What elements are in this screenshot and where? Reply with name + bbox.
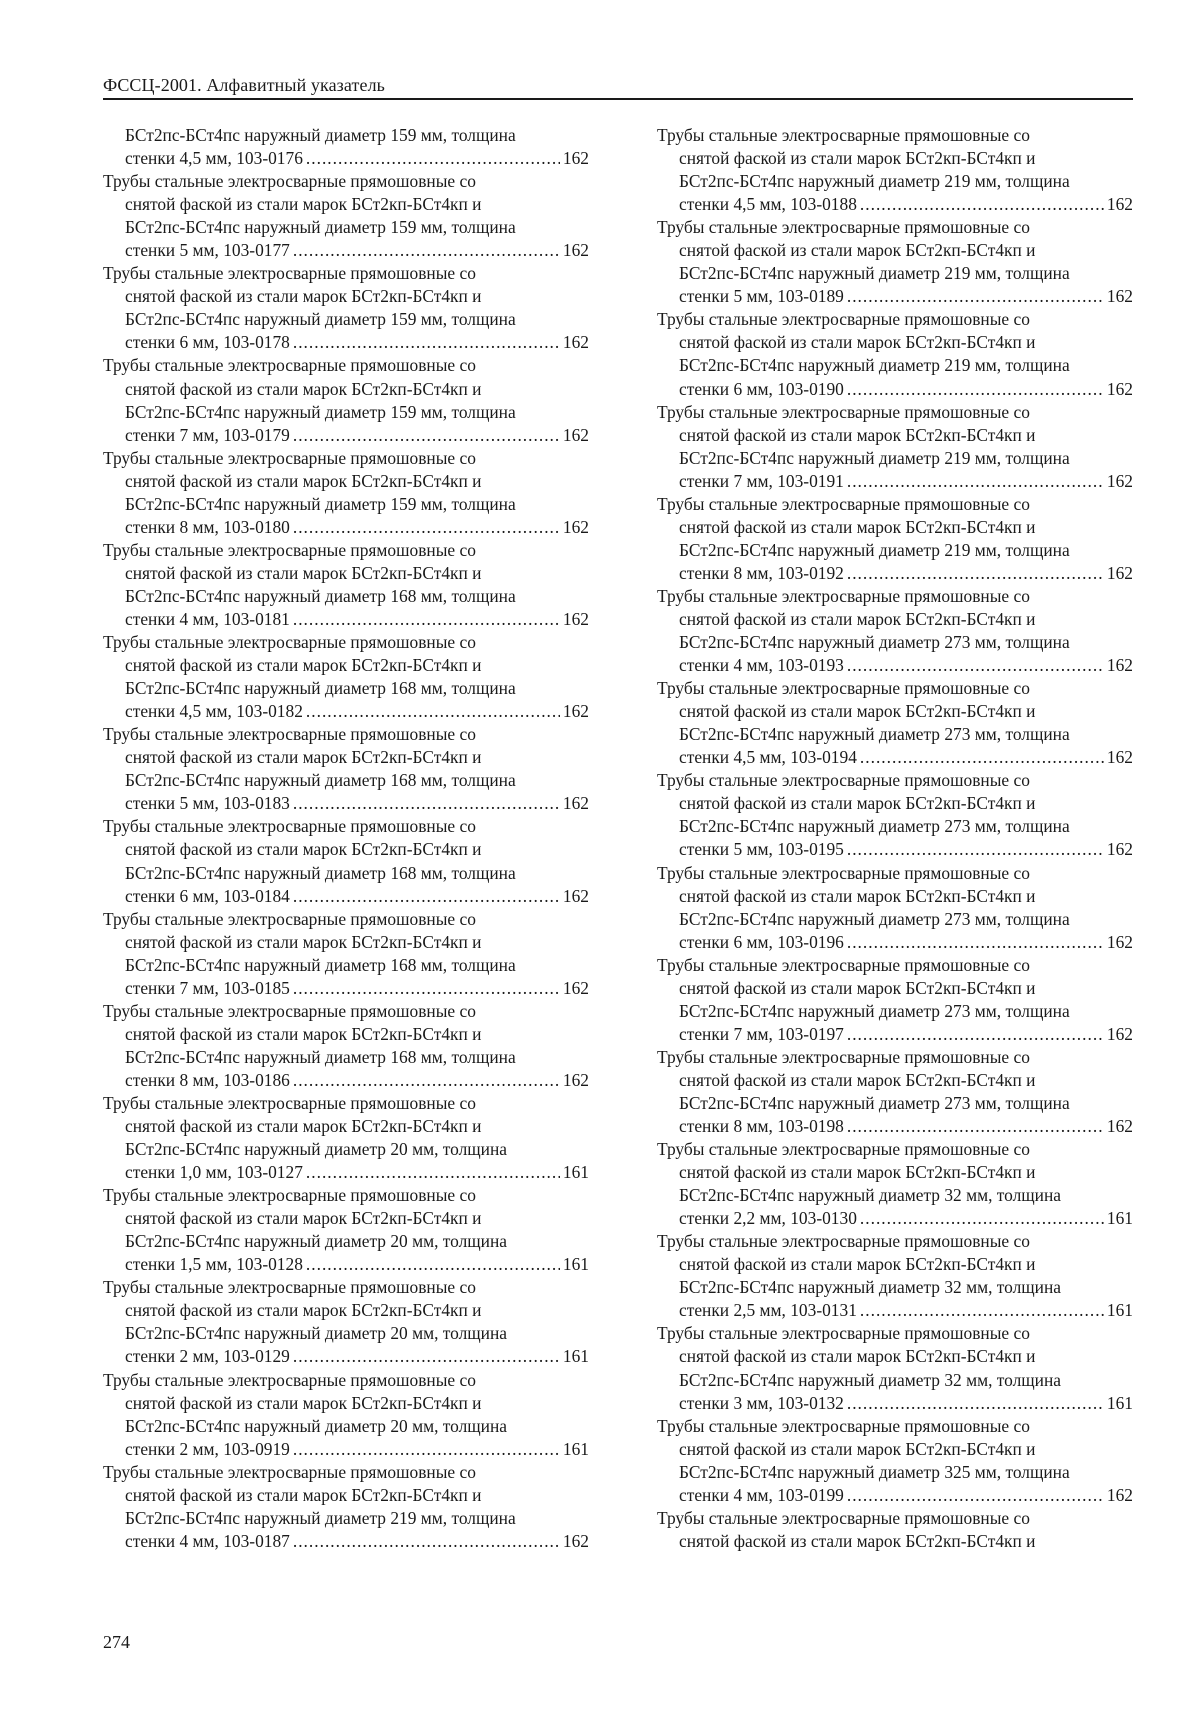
entry-line: снятой фаской из стали марок БСт2кп-БСт4кп и [125,194,482,215]
dot-leader [293,977,560,1000]
index-entry [103,1184,589,1276]
index-entry [657,216,1133,308]
entry-line: БСт2пс-БСт4пс наружный диаметр 219 мм, толщина [679,355,1070,376]
entry-line: Трубы стальные электросварные прямошовные со [103,1185,476,1206]
entry-line: БСт2пс-БСт4пс наружный диаметр 219 мм, толщина [125,1507,516,1528]
entry-line: Трубы стальные электросварные прямошовные со [657,217,1030,238]
entry-page-ref: 162 [562,977,589,998]
entry-line: снятой фаской из стали марок БСт2кп-БСт4кп и [679,516,1036,537]
dot-leader [847,931,1104,954]
entry-line: снятой фаской из стали марок БСт2кп-БСт4кп и [679,240,1036,261]
entry-code: стенки 2 мм, 103-0129 [125,1346,290,1367]
entry-last-line [103,1345,589,1368]
entry-line: БСт2пс-БСт4пс наружный диаметр 219 мм, толщина [679,263,1070,284]
entry-line: Трубы стальные электросварные прямошовные со [103,539,476,560]
entry-line: БСт2пс-БСт4пс наружный диаметр 273 мм, толщина [679,632,1070,653]
index-entry [103,1276,589,1368]
entry-code: стенки 4,5 мм, 103-0182 [125,701,303,722]
entry-code: стенки 7 мм, 103-0179 [125,424,290,445]
entry-code: стенки 8 мм, 103-0180 [125,516,290,537]
entry-line: снятой фаской из стали марок БСт2кп-БСт4кп и [125,562,482,583]
entry-line: снятой фаской из стали марок БСт2кп-БСт4кп и [679,1346,1036,1367]
dot-leader [847,285,1104,308]
entry-last-line [657,654,1133,677]
entry-code: стенки 6 мм, 103-0196 [679,931,844,952]
index-entry [657,954,1133,1046]
entry-last-line [657,285,1133,308]
entry-line: БСт2пс-БСт4пс наружный диаметр 32 мм, толщина [679,1369,1062,1390]
entry-last-line [657,838,1133,861]
entry-line: Трубы стальные электросварные прямошовные со [657,862,1030,883]
entry-line: снятой фаской из стали марок БСт2кп-БСт4кп и [125,470,482,491]
entry-line: снятой фаской из стали марок БСт2кп-БСт4кп и [679,977,1036,998]
entry-line: БСт2пс-БСт4пс наружный диаметр 168 мм, толщина [125,954,516,975]
entry-line: Трубы стальные электросварные прямошовные со [657,1046,1030,1067]
entry-line: Трубы стальные электросварные прямошовные со [103,1000,476,1021]
entry-line: БСт2пс-БСт4пс наружный диаметр 20 мм, толщина [125,1139,508,1160]
dot-leader [293,424,560,447]
entry-line: снятой фаской из стали марок БСт2кп-БСт4кп и [679,332,1036,353]
entry-line: Трубы стальные электросварные прямошовные со [657,1231,1030,1252]
index-column-right [657,124,1133,1553]
entry-line: снятой фаской из стали марок БСт2кп-БСт4кп и [125,1392,482,1413]
dot-leader [847,838,1104,861]
header-title: ФССЦ-2001. Алфавитный указатель [103,75,385,95]
entry-page-ref: 162 [1106,931,1133,952]
index-entry [103,262,589,354]
entry-line: БСт2пс-БСт4пс наружный диаметр 273 мм, толщина [679,1000,1070,1021]
entry-line: БСт2пс-БСт4пс наружный диаметр 273 мм, толщина [679,816,1070,837]
dot-leader [847,470,1104,493]
entry-code: стенки 1,0 мм, 103-0127 [125,1162,303,1183]
index-entry [103,447,589,539]
entry-line: БСт2пс-БСт4пс наружный диаметр 168 мм, толщина [125,1046,516,1067]
index-entry [103,815,589,907]
entry-last-line [103,424,589,447]
entry-last-line [657,1023,1133,1046]
entry-line: Трубы стальные электросварные прямошовные со [657,309,1030,330]
dot-leader [306,1161,560,1184]
entry-code: стенки 5 мм, 103-0195 [679,839,844,860]
entry-last-line [103,885,589,908]
entry-last-line [103,516,589,539]
entry-page-ref: 162 [562,240,589,261]
dot-leader [860,746,1104,769]
entry-line: БСт2пс-БСт4пс наружный диаметр 20 мм, толщина [125,1231,508,1252]
dot-leader [293,1530,560,1553]
entry-code: стенки 7 мм, 103-0191 [679,470,844,491]
entry-code: стенки 2,5 мм, 103-0131 [679,1300,857,1321]
index-entry [657,1046,1133,1138]
entry-last-line [657,1392,1133,1415]
index-entry [657,1322,1133,1414]
dot-leader [860,1207,1104,1230]
entry-page-ref: 162 [1106,378,1133,399]
dot-leader [293,239,560,262]
entry-code: стенки 2 мм, 103-0919 [125,1438,290,1459]
entry-line: БСт2пс-БСт4пс наружный диаметр 159 мм, толщина [125,125,516,145]
index-entry [657,862,1133,954]
entry-last-line [657,562,1133,585]
index-entry [103,631,589,723]
entry-page-ref: 161 [562,1162,589,1183]
entry-page-ref: 162 [562,701,589,722]
entry-last-line [103,1069,589,1092]
index-entry [657,401,1133,493]
entry-code: стенки 5 мм, 103-0183 [125,793,290,814]
entry-page-ref: 161 [1106,1300,1133,1321]
entry-line: снятой фаской из стали марок БСт2кп-БСт4кп и [125,747,482,768]
entry-line: Трубы стальные электросварные прямошовные со [103,1092,476,1113]
entry-line: снятой фаской из стали марок БСт2кп-БСт4кп и [125,1484,482,1505]
entry-line: снятой фаской из стали марок БСт2кп-БСт4кп и [679,793,1036,814]
entry-line: Трубы стальные электросварные прямошовные со [657,493,1030,514]
entry-page-ref: 162 [1106,655,1133,676]
entry-line: Трубы стальные электросварные прямошовные со [657,125,1030,145]
entry-page-ref: 162 [1106,839,1133,860]
entry-line: снятой фаской из стали марок БСт2кп-БСт4кп и [125,839,482,860]
entry-page-ref: 162 [1106,470,1133,491]
index-entry [103,723,589,815]
entry-line: БСт2пс-БСт4пс наружный диаметр 219 мм, толщина [679,447,1070,468]
entry-last-line [103,239,589,262]
index-entry [657,1138,1133,1230]
entry-line: БСт2пс-БСт4пс наружный диаметр 159 мм, толщина [125,309,516,330]
entry-line: Трубы стальные электросварные прямошовные со [103,632,476,653]
entry-page-ref: 161 [1106,1208,1133,1229]
dot-leader [293,792,560,815]
index-entry [657,308,1133,400]
index-entry [103,170,589,262]
entry-code: стенки 4 мм, 103-0181 [125,608,290,629]
index-entry [657,124,1133,216]
entry-line: снятой фаской из стали марок БСт2кп-БСт4кп и [679,608,1036,629]
entry-code: стенки 4,5 мм, 103-0194 [679,747,857,768]
dot-leader [847,562,1104,585]
entry-page-ref: 162 [1106,286,1133,307]
entry-last-line [103,1530,589,1553]
entry-line: снятой фаской из стали марок БСт2кп-БСт4кп и [679,148,1036,169]
entry-code: стенки 4 мм, 103-0199 [679,1484,844,1505]
index-entry [103,1461,589,1553]
entry-line: БСт2пс-БСт4пс наружный диаметр 219 мм, толщина [679,539,1070,560]
entry-page-ref: 162 [1106,194,1133,215]
entry-line: снятой фаской из стали марок БСт2кп-БСт4кп и [125,931,482,952]
entry-last-line [103,1161,589,1184]
entry-page-ref: 162 [562,1069,589,1090]
entry-code: стенки 5 мм, 103-0177 [125,240,290,261]
entry-line: БСт2пс-БСт4пс наружный диаметр 273 мм, толщина [679,724,1070,745]
entry-code: стенки 7 мм, 103-0185 [125,977,290,998]
dot-leader [847,1115,1104,1138]
entry-last-line [103,1438,589,1461]
entry-last-line [103,1253,589,1276]
entry-line: Трубы стальные электросварные прямошовные со [103,263,476,284]
entry-line: БСт2пс-БСт4пс наружный диаметр 32 мм, толщина [679,1185,1062,1206]
index-entry [657,769,1133,861]
entry-last-line [657,1207,1133,1230]
entry-line: Трубы стальные электросварные прямошовные со [657,1415,1030,1436]
entry-code: стенки 8 мм, 103-0192 [679,562,844,583]
dot-leader [306,147,560,170]
entry-code: стенки 4,5 мм, 103-0176 [125,148,303,169]
entry-code: стенки 3 мм, 103-0132 [679,1392,844,1413]
dot-leader [847,1023,1104,1046]
index-entry [657,585,1133,677]
entry-line: БСт2пс-БСт4пс наружный диаметр 168 мм, толщина [125,678,516,699]
entry-page-ref: 161 [562,1346,589,1367]
entry-page-ref: 162 [1106,1023,1133,1044]
index-entry [103,354,589,446]
entry-line: БСт2пс-БСт4пс наружный диаметр 159 мм, толщина [125,401,516,422]
entry-line: Трубы стальные электросварные прямошовные со [657,585,1030,606]
entry-page-ref: 161 [1106,1392,1133,1413]
entry-code: стенки 7 мм, 103-0197 [679,1023,844,1044]
entry-code: стенки 6 мм, 103-0178 [125,332,290,353]
entry-last-line [103,608,589,631]
entry-page-ref: 161 [562,1254,589,1275]
index-entry [103,908,589,1000]
entry-line: БСт2пс-БСт4пс наружный диаметр 273 мм, толщина [679,908,1070,929]
entry-line: Трубы стальные электросварные прямошовные со [103,171,476,192]
entry-line: Трубы стальные электросварные прямошовные со [103,1369,476,1390]
entry-line: снятой фаской из стали марок БСт2кп-БСт4кп и [679,885,1036,906]
entry-code: стенки 4,5 мм, 103-0188 [679,194,857,215]
index-entry [103,124,589,170]
entry-page-ref: 161 [562,1438,589,1459]
entry-line: снятой фаской из стали марок БСт2кп-БСт4кп и [125,1208,482,1229]
entry-line: БСт2пс-БСт4пс наружный диаметр 219 мм, толщина [679,171,1070,192]
entry-last-line [103,147,589,170]
entry-line: Трубы стальные электросварные прямошовные со [657,1139,1030,1160]
dot-leader [860,193,1104,216]
dot-leader [306,1253,560,1276]
entry-line: Трубы стальные электросварные прямошовные со [103,1277,476,1298]
entry-page-ref: 162 [1106,1484,1133,1505]
entry-line: снятой фаской из стали марок БСт2кп-БСт4кп и [679,1438,1036,1459]
index-entry [103,1092,589,1184]
entry-line: Трубы стальные электросварные прямошовные со [103,908,476,929]
entry-page-ref: 162 [562,885,589,906]
entry-code: стенки 6 мм, 103-0190 [679,378,844,399]
entry-line: снятой фаской из стали марок БСт2кп-БСт4кп и [125,286,482,307]
page-header [103,70,1133,100]
dot-leader [293,516,560,539]
entry-code: стенки 1,5 мм, 103-0128 [125,1254,303,1275]
entry-last-line [657,470,1133,493]
entry-line: БСт2пс-БСт4пс наружный диаметр 168 мм, толщина [125,770,516,791]
entry-line: снятой фаской из стали марок БСт2кп-БСт4кп и [125,655,482,676]
entry-line: Трубы стальные электросварные прямошовные со [103,1461,476,1482]
entry-code: стенки 5 мм, 103-0189 [679,286,844,307]
entry-line: снятой фаской из стали марок БСт2кп-БСт4кп и [679,1254,1036,1275]
entry-page-ref: 162 [562,793,589,814]
dot-leader [306,700,560,723]
entry-last-line [657,1115,1133,1138]
entry-line: Трубы стальные электросварные прямошовные со [657,1323,1030,1344]
entry-code: стенки 2,2 мм, 103-0130 [679,1208,857,1229]
entry-last-line [657,746,1133,769]
entry-page-ref: 162 [562,516,589,537]
entry-line: снятой фаской из стали марок БСт2кп-БСт4кп и [125,378,482,399]
dot-leader [860,1299,1104,1322]
entry-line: Трубы стальные электросварные прямошовные со [657,678,1030,699]
entry-last-line [103,331,589,354]
index-entry [103,1369,589,1461]
entry-last-line [103,792,589,815]
index-entry [103,1000,589,1092]
entry-code: стенки 8 мм, 103-0186 [125,1069,290,1090]
index-entry [657,677,1133,769]
index-entry [657,1415,1133,1507]
entry-code: стенки 4 мм, 103-0193 [679,655,844,676]
entry-line: снятой фаской из стали марок БСт2кп-БСт4кп и [125,1023,482,1044]
dot-leader [293,885,560,908]
entry-last-line [657,378,1133,401]
entry-page-ref: 162 [562,424,589,445]
entry-line: Трубы стальные электросварные прямошовные со [103,447,476,468]
entry-line: снятой фаской из стали марок БСт2кп-БСт4кп и [679,701,1036,722]
entry-page-ref: 162 [562,148,589,169]
entry-line: БСт2пс-БСт4пс наружный диаметр 32 мм, толщина [679,1277,1062,1298]
entry-line: Трубы стальные электросварные прямошовные со [657,770,1030,791]
entry-code: стенки 4 мм, 103-0187 [125,1530,290,1551]
entry-line: БСт2пс-БСт4пс наружный диаметр 168 мм, толщина [125,585,516,606]
entry-line: снятой фаской из стали марок БСт2кп-БСт4кп и [125,1300,482,1321]
entry-line: БСт2пс-БСт4пс наружный диаметр 159 мм, толщина [125,493,516,514]
entry-last-line [657,1484,1133,1507]
entry-line: БСт2пс-БСт4пс наружный диаметр 20 мм, толщина [125,1415,508,1436]
entry-last-line [657,931,1133,954]
entry-last-line [657,193,1133,216]
entry-page-ref: 162 [1106,562,1133,583]
entry-line: Трубы стальные электросварные прямошовные со [103,724,476,745]
index-entry [103,539,589,631]
entry-line: БСт2пс-БСт4пс наружный диаметр 159 мм, толщина [125,217,516,238]
dot-leader [847,654,1104,677]
index-entry [657,1230,1133,1322]
entry-last-line [103,700,589,723]
entry-line: БСт2пс-БСт4пс наружный диаметр 168 мм, толщина [125,862,516,883]
entry-line: Трубы стальные электросварные прямошовные со [657,954,1030,975]
dot-leader [293,608,560,631]
index-entry [657,1507,1133,1553]
dot-leader [847,378,1104,401]
entry-line: Трубы стальные электросварные прямошовные со [657,401,1030,422]
entry-line: БСт2пс-БСт4пс наружный диаметр 20 мм, толщина [125,1323,508,1344]
entry-line: снятой фаской из стали марок БСт2кп-БСт4кп и [125,1116,482,1137]
entry-line: снятой фаской из стали марок БСт2кп-БСт4кп и [679,1530,1036,1551]
index-column-left [103,124,589,1553]
entry-last-line [657,1299,1133,1322]
entry-line: снятой фаской из стали марок БСт2кп-БСт4кп и [679,1162,1036,1183]
entry-line: Трубы стальные электросварные прямошовные со [103,816,476,837]
entry-code: стенки 6 мм, 103-0184 [125,885,290,906]
entry-line: БСт2пс-БСт4пс наружный диаметр 273 мм, толщина [679,1092,1070,1113]
dot-leader [847,1484,1104,1507]
dot-leader [293,331,560,354]
entry-page-ref: 162 [1106,1116,1133,1137]
entry-code: стенки 8 мм, 103-0198 [679,1116,844,1137]
entry-page-ref: 162 [562,1530,589,1551]
entry-line: БСт2пс-БСт4пс наружный диаметр 325 мм, толщина [679,1461,1070,1482]
entry-line: снятой фаской из стали марок БСт2кп-БСт4кп и [679,1069,1036,1090]
dot-leader [293,1438,560,1461]
dot-leader [847,1392,1104,1415]
entry-page-ref: 162 [1106,747,1133,768]
index-entry [657,493,1133,585]
entry-line: Трубы стальные электросварные прямошовные со [657,1507,1030,1528]
dot-leader [293,1069,560,1092]
entry-last-line [103,977,589,1000]
entry-page-ref: 162 [562,332,589,353]
entry-page-ref: 162 [562,608,589,629]
page-number: 274 [103,1632,130,1652]
dot-leader [293,1345,560,1368]
entry-line: Трубы стальные электросварные прямошовные со [103,355,476,376]
entry-line: снятой фаской из стали марок БСт2кп-БСт4кп и [679,424,1036,445]
